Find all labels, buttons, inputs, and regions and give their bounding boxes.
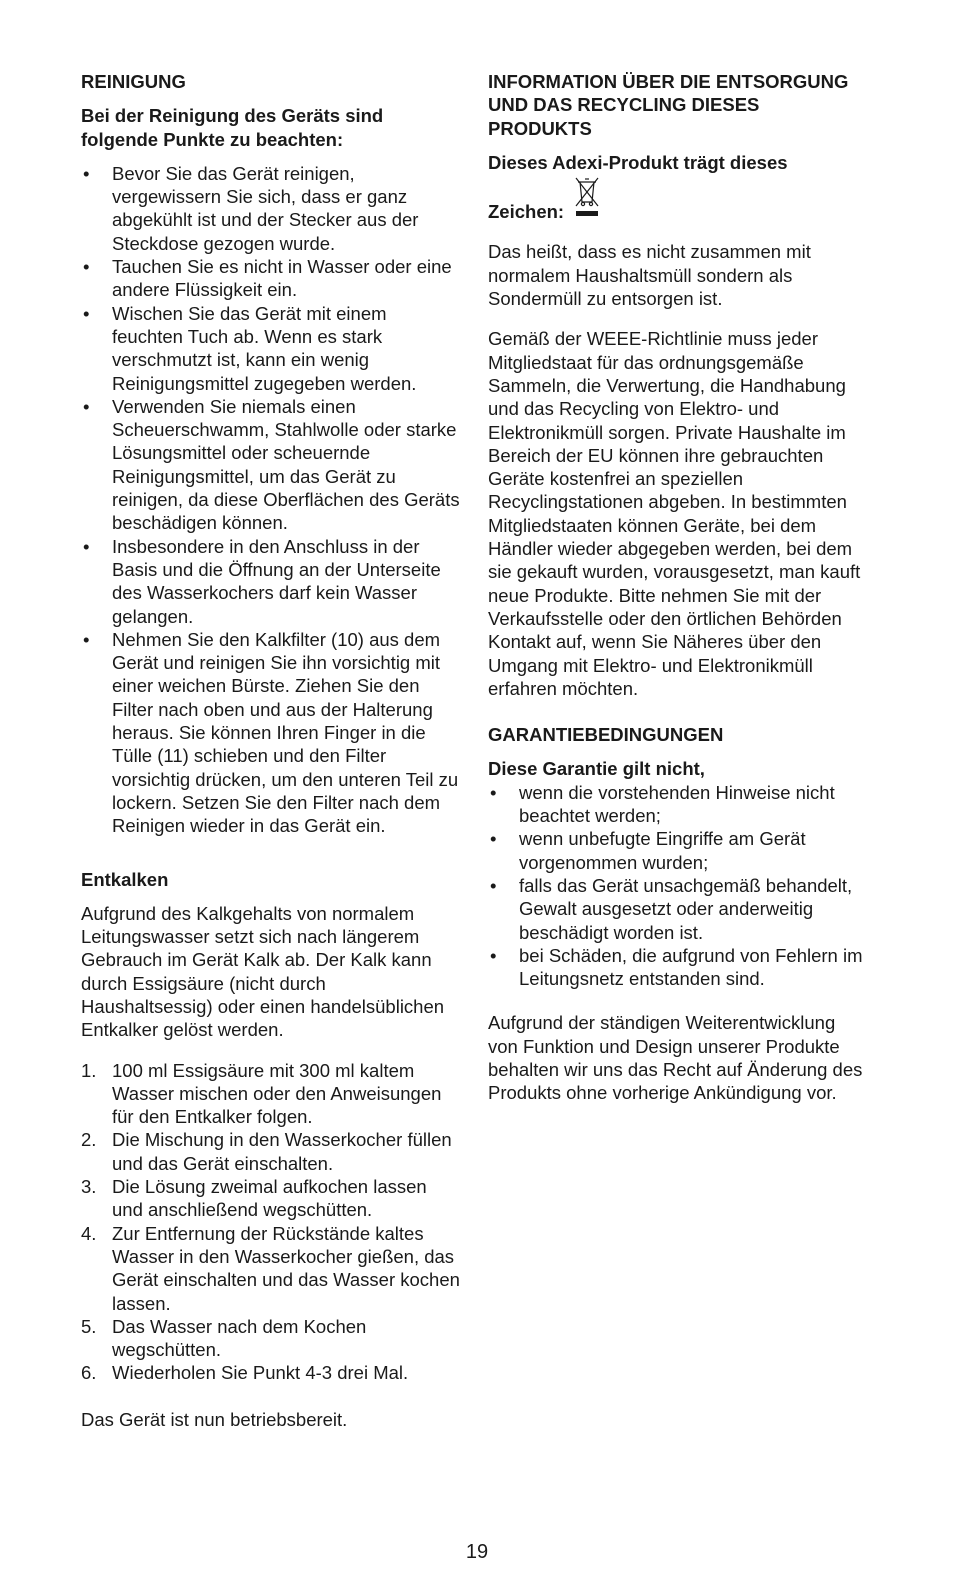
list-item	[81, 1222, 461, 1315]
list-item	[81, 1175, 461, 1222]
right-column	[488, 70, 868, 1122]
descale-heading: Entkalken	[81, 868, 169, 890]
step-number: 6.	[81, 1362, 97, 1384]
page-number: 19	[465, 1541, 489, 1563]
list-item	[81, 1128, 461, 1175]
step-text: Die Lösung zweimal aufkochen lassen und anschließend wegschütten.	[112, 1176, 427, 1221]
step-number: 2.	[81, 1129, 97, 1151]
descale-steps	[81, 1059, 461, 1385]
list-item: • Nehmen Sie den Kalkfilter (10) aus dem Gerät und reinigen Sie ihn vorsichtig mit einer weichen Bürste. Ziehen Sie den Filter nach oben und aus der Halterung heraus. Sie können Ihren Finger in die Tülle (11) schieben und den Filter vorsichtig drücken, um den unteren Teil zu lockern. Setzen Sie den Filter nach dem Reinigen wieder in das Gerät ein.	[81, 628, 461, 838]
cleaning-intro: Bei der Reinigung des Geräts sind folgende Punkte zu beachten:	[81, 105, 384, 150]
disposal-meaning: Das heißt, dass es nicht zusammen mit normalem Haushaltsmüll sondern als Sondermüll zu entsorgen ist.	[488, 241, 811, 310]
list-item: • Bevor Sie das Gerät reinigen, vergewissern Sie sich, dass er ganz abgekühlt ist und der Stecker aus der Steckdose gezogen wurde.	[81, 162, 461, 255]
ready-text: Das Gerät ist nun betriebsbereit.	[81, 1408, 348, 1430]
cleaning-list	[81, 162, 461, 838]
weee-text: Gemäß der WEEE-Richtlinie muss jeder Mitgliedstaat für das ordnungsgemäße Sammeln, die Verwertung, die Handhabung und das Recycling von Elektro- und Elektronikmüll sorgen. Private Haushalte im Bereich der EU können ihre gebrauchten Geräte kostenfrei an speziellen Recyclingstationen abgeben. In bestimmten Mitgliedstaaten können Geräte, bei dem Händler wieder abgegeben werden, bei dem sie gekauft wurden, vorausgesetzt, man kauft neue Produkte. Bitte nehmen Sie mit der Verkaufsstelle oder den örtlichen Behörden Kontakt auf, wenn Sie Näheres über den Umgang mit Elektro- und Elektronikmüll erfahren möchten.	[488, 328, 861, 699]
step-number: 3.	[81, 1176, 97, 1198]
list-item: • wenn die vorstehenden Hinweise nicht beachtet werden;	[488, 781, 868, 828]
cleaning-heading: REINIGUNG	[81, 71, 186, 92]
list-item: • falls das Gerät unsachgemäß behandelt, Gewalt ausgesetzt oder anderweitig beschädigt worden ist.	[488, 874, 868, 944]
list-item	[81, 1361, 461, 1384]
list-item: • Verwenden Sie niemals einen Scheuerschwamm, Stahlwolle oder starke Lösungsmittel oder scheuernde Reinigungsmittel, um das Gerät zu reinigen, da diese Oberflächen des Geräts beschädigen können.	[81, 395, 461, 535]
step-number: 1.	[81, 1059, 97, 1081]
step-text: 100 ml Essigsäure mit 300 ml kaltem Wasser mischen oder den Anweisungen für den Entkalker folgen.	[112, 1059, 442, 1128]
zeichen-line	[488, 174, 868, 223]
crossed-out-wheelie-bin-icon	[575, 176, 599, 225]
list-item: • Insbesondere in den Anschluss in der Basis und die Öffnung an der Unterseite des Wasserkochers darf kein Wasser gelangen.	[81, 535, 461, 628]
list-item: • Tauchen Sie es nicht in Wasser oder eine andere Flüssigkeit ein.	[81, 255, 461, 302]
step-number: 4.	[81, 1222, 97, 1244]
step-text: Wiederholen Sie Punkt 4-3 drei Mal.	[112, 1362, 409, 1384]
adexi-line: Dieses Adexi-Produkt trägt dieses	[488, 151, 788, 173]
warranty-list	[488, 781, 868, 991]
left-column	[81, 70, 461, 1448]
zeichen-label: Zeichen:	[488, 201, 565, 223]
step-text: Zur Entfernung der Rückstände kaltes Wasser in den Wasserkocher gießen, das Gerät einschalten und das Wasser kochen lassen.	[112, 1222, 460, 1314]
step-text: Das Wasser nach dem Kochen wegschütten.	[112, 1315, 367, 1361]
disposal-heading: INFORMATION ÜBER DIE ENTSORGUNG UND DAS RECYCLING DIESES PRODUKTS	[488, 71, 849, 139]
step-number: 5.	[81, 1315, 97, 1337]
closing-text: Aufgrund der ständigen Weiterentwicklung von Funktion und Design unserer Produkte behalten wir uns das Recht auf Änderung des Produkts ohne vorherige Ankündigung vor.	[488, 1012, 863, 1104]
list-item: • bei Schäden, die aufgrund von Fehlern im Leitungsnetz entstanden sind.	[488, 944, 868, 991]
list-item	[81, 1315, 461, 1362]
warranty-heading: GARANTIEBEDINGUNGEN	[488, 724, 724, 746]
warranty-intro: Diese Garantie gilt nicht,	[488, 758, 705, 780]
list-item	[81, 1059, 461, 1129]
list-item: • Wischen Sie das Gerät mit einem feuchten Tuch ab. Wenn es stark verschmutzt ist, kann ein wenig Reinigungsmittel zugegeben werden.	[81, 302, 461, 395]
descale-text: Aufgrund des Kalkgehalts von normalem Leitungswasser setzt sich nach längerem Gebrauch im Gerät Kalk ab. Der Kalk kann durch Essigsäure (nicht durch Haushaltsessig) oder einen handelsüblichen Entkalker gelöst werden.	[81, 902, 445, 1041]
list-item: • wenn unbefugte Eingriffe am Gerät vorgenommen wurden;	[488, 827, 868, 874]
step-text: Die Mischung in den Wasserkocher füllen und das Gerät einschalten.	[112, 1129, 452, 1174]
